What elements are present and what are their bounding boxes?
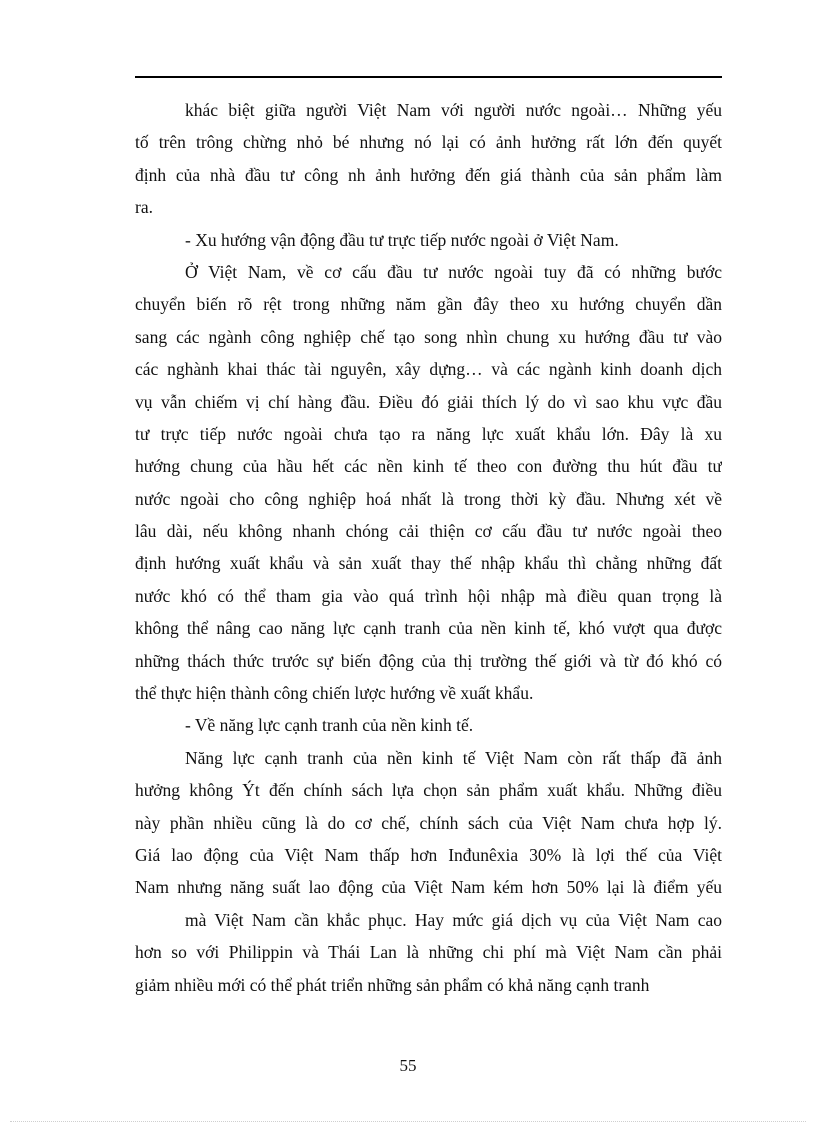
text-line: lâu dài, nếu không nhanh chóng cải thiện cơ cấu đầu tư nước ngoài theo	[135, 521, 722, 542]
text-line: Nam nhưng năng suất lao động của Việt Nam kém hơn 50% lại là điểm yếu	[135, 877, 722, 898]
text-line: ra.	[135, 197, 153, 218]
text-line: sang các ngành công nghiệp chế tạo song nhìn chung xu hướng đầu tư vào	[135, 326, 722, 347]
text-line: không thể nâng cao năng lực cạnh tranh của nền kinh tế, khó vượt qua được	[135, 618, 722, 639]
text-line: định hướng xuất khẩu và sản xuất thay thế nhập khẩu thì chẳng những đất	[135, 553, 722, 574]
text-line: hơn so với Philippin và Thái Lan là những chi phí mà Việt Nam cần phải	[135, 942, 722, 963]
body-text	[135, 94, 722, 1001]
text-line: vụ vẫn chiếm vị chí hàng đầu. Điều đó giải thích lý do vì sao khu vực đầu	[135, 391, 722, 412]
text-line: thể thực hiện thành công chiến lược hướng về xuất khẩu.	[135, 683, 534, 704]
text-line: định của nhà đầu tư công nh ảnh hưởng đến giá thành của sản phẩm làm	[135, 164, 722, 185]
text-line: tố trên trông chừng nhỏ bé nhưng nó lại có ảnh hưởng rất lớn đến quyết	[135, 132, 722, 153]
text-line: nước khó có thể tham gia vào quá trình hội nhập mà điều quan trọng là	[135, 585, 722, 606]
text-line: - Xu hướng vận động đầu tư trực tiếp nước ngoài ở Việt Nam.	[185, 229, 619, 250]
text-line: Năng lực cạnh tranh của nền kinh tế Việt Nam còn rất thấp đã ảnh	[185, 747, 722, 768]
text-line: Giá lao động của Việt Nam thấp hơn Inđunêxia 30% là lợi thế của Việt	[135, 844, 722, 865]
text-line: hưởng không Ýt đến chính sách lựa chọn sản phẩm xuất khẩu. Những điều	[135, 780, 722, 801]
text-line: tư trực tiếp nước ngoài chưa tạo ra năng lực xuất khẩu lớn. Đây là xu	[135, 423, 722, 444]
text-line: giảm nhiều mới có thể phát triển những sản phẩm có khả năng cạnh tranh	[135, 974, 650, 995]
text-line: này phần nhiều cũng là do cơ chế, chính sách của Việt Nam chưa hợp lý.	[135, 812, 722, 833]
text-line: chuyển biến rõ rệt trong những năm gần đây theo xu hướng chuyển dần	[135, 294, 722, 315]
text-line: nước ngoài cho công nghiệp hoá nhất là trong thời kỳ đầu. Nhưng xét về	[135, 488, 722, 509]
text-line: mà Việt Nam cần khắc phục. Hay mức giá dịch vụ của Việt Nam cao	[185, 909, 722, 930]
text-line: hướng chung của hầu hết các nền kinh tế theo con đường thu hút đầu tư	[135, 456, 722, 477]
text-line: khác biệt giữa người Việt Nam với người nước ngoài… Những yếu	[185, 100, 722, 120]
page-number: 55	[399, 1056, 417, 1075]
text-line: các nghành khai thác tài nguyên, xây dựng… và các ngành kinh doanh dịch	[135, 359, 722, 380]
text-line: những thách thức trước sự biến động của thị trường thế giới và từ đó khó có	[135, 650, 722, 671]
text-line: - Về năng lực cạnh tranh của nền kinh tế.	[185, 715, 474, 736]
text-line: Ở Việt Nam, về cơ cấu đầu tư nước ngoài tuy đã có những bước	[185, 261, 722, 282]
header-rule	[135, 76, 722, 78]
footer-dotted-rule	[10, 1121, 806, 1122]
